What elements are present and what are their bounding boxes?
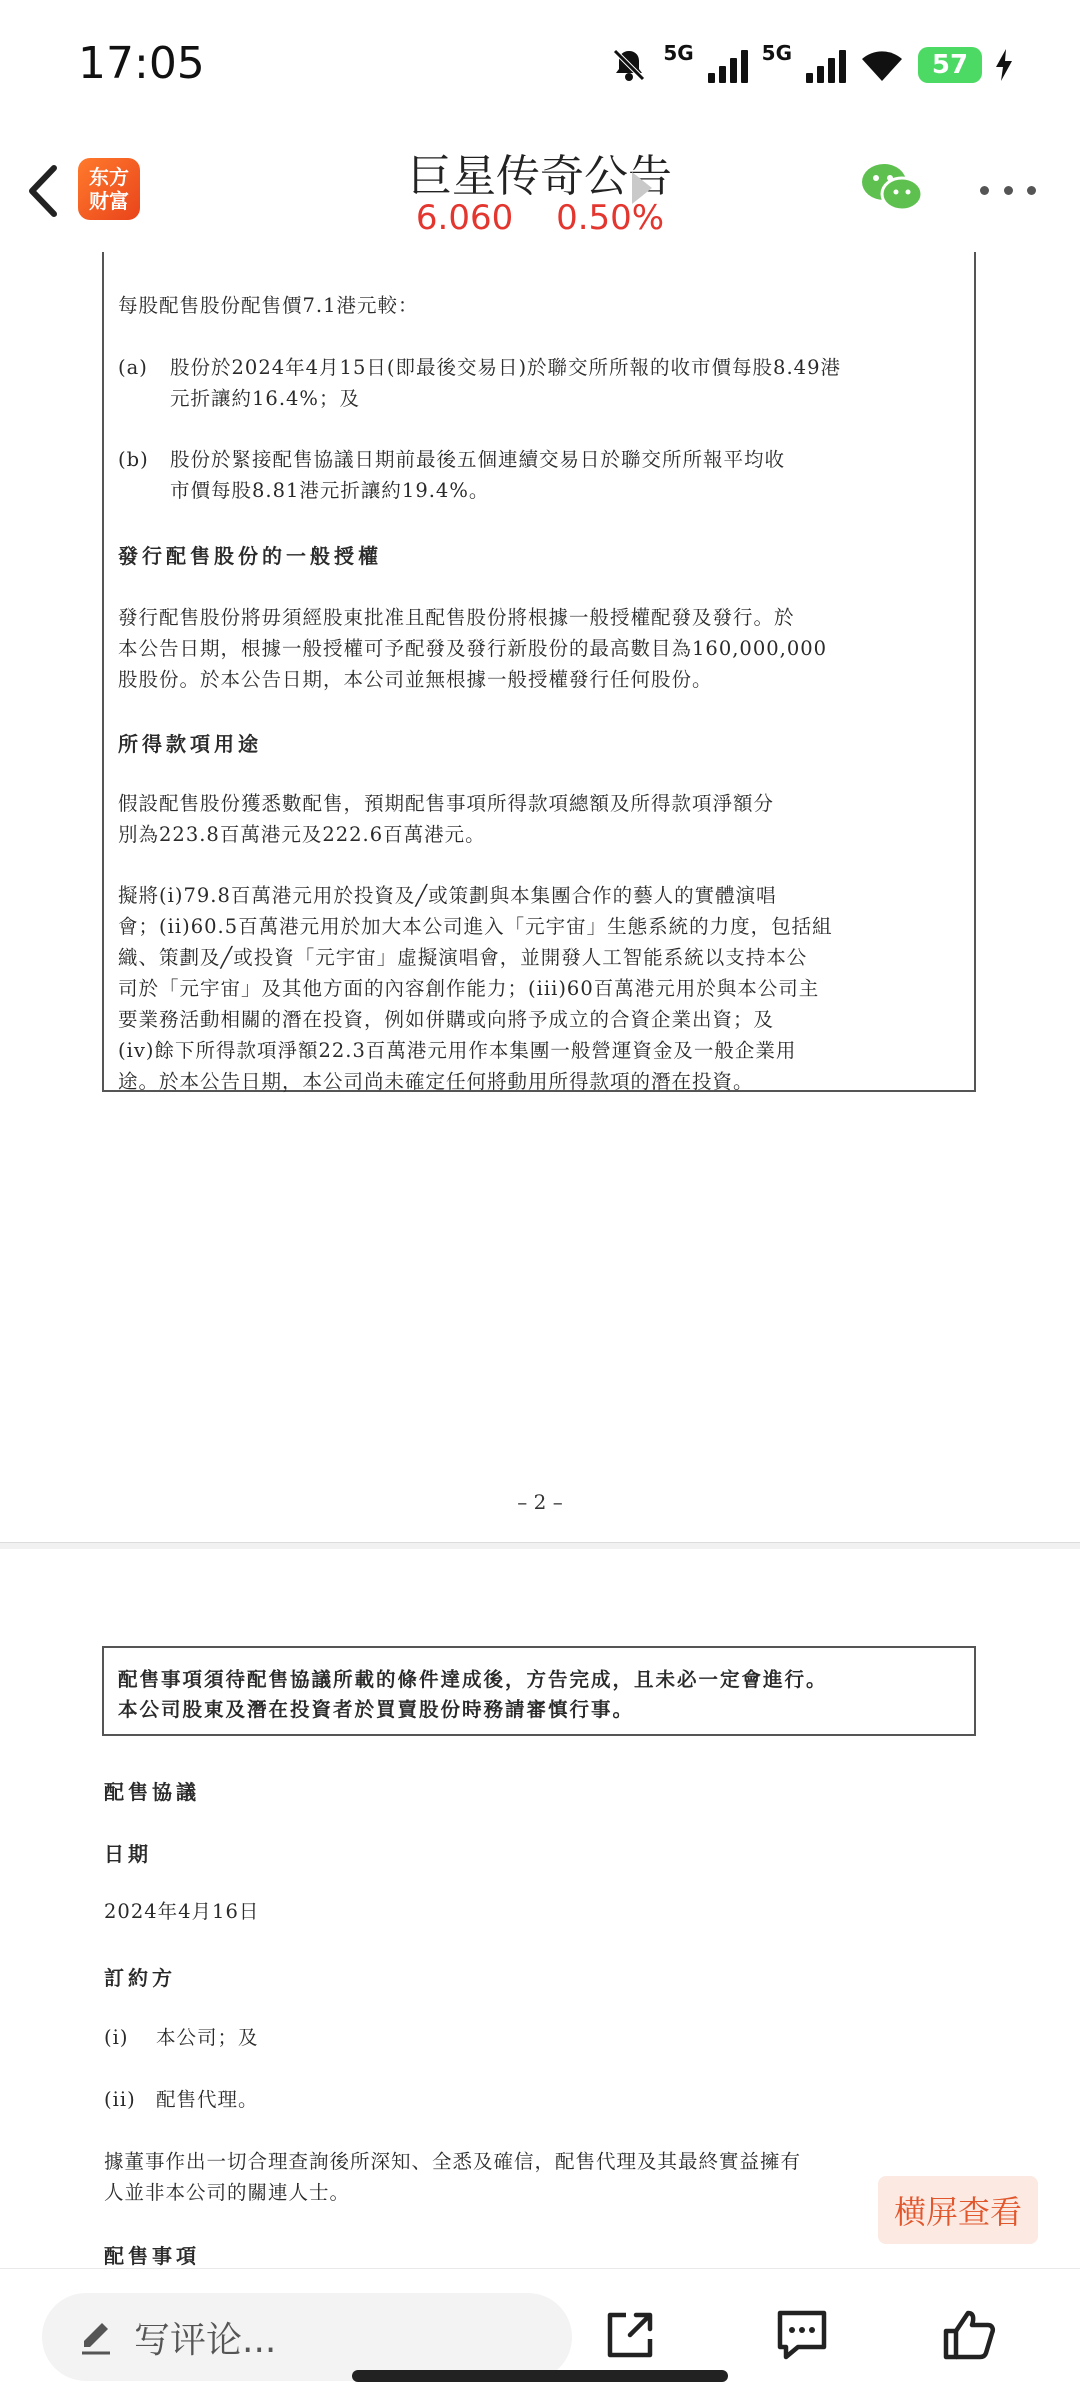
party-ii: 配售代理。 [156, 2088, 259, 2111]
use-line3: 織、策劃及╱或投資「元宇宙」虛擬演唱會，並開發人工智能系統以支持本公 [118, 946, 808, 969]
play-triangle-icon[interactable] [632, 172, 652, 204]
agent-line2: 人並非本公司的關連人士。 [104, 2181, 351, 2204]
party-i-marker: (i) [104, 2026, 129, 2049]
use-line4: 司於「元宇宙」及其他方面的內容創作能力；(iii)60百萬港元用於與本公司主 [118, 977, 820, 1000]
like-thumbs-up-icon[interactable] [940, 2305, 1000, 2365]
wifi-icon [860, 47, 904, 83]
warning-line1: 配售事項須待配售協議所載的條件達成後，方告完成，且未必一定會進行。 [118, 1668, 828, 1691]
comment-input[interactable] [42, 2293, 572, 2381]
use-line5: 要業務活動相關的潛在投資，例如併購或向將予成立的合資企業出資；及 [118, 1008, 775, 1031]
status-icons [609, 40, 1012, 90]
page-title: 巨星传奇公告 [408, 151, 672, 202]
proceeds-line2: 別為223.8百萬港元及222.6百萬港元。 [118, 823, 486, 846]
logo-text-line2: 财富 [89, 189, 129, 213]
logo-text-line1: 东方 [89, 165, 129, 189]
mandate-line3: 股股份。於本公告日期，本公司並無根據一般授權發行任何股份。 [118, 668, 713, 691]
wechat-share-icon[interactable] [860, 160, 924, 216]
proceeds-line1: 假設配售股份獲悉數配售，預期配售事項所得款項總額及所得款項淨額分 [118, 792, 775, 815]
mandate-line2: 本公告日期，根據一般授權可予配發及發行新股份的最高數目為160,000,000 [118, 637, 828, 660]
signal-icon-1 [708, 47, 748, 83]
party-i: 本公司；及 [156, 2026, 259, 2049]
price-intro: 每股配售股份配售價7.1港元較： [118, 294, 419, 317]
battery-indicator: 57 [918, 47, 982, 83]
stock-change: 0.50% [556, 198, 665, 238]
mute-bell-icon [609, 45, 649, 85]
heading-date: 日期 [104, 1842, 152, 1866]
item-a-line1: 股份於2024年4月15日(即最後交易日)於聯交所所報的收市價每股8.49港 [170, 356, 841, 379]
use-line1: 擬將(i)79.8百萬港元用於投資及╱或策劃與本集團合作的藝人的實體演唱 [118, 884, 777, 907]
status-time: 17:05 [78, 38, 205, 89]
heading-parties: 訂約方 [104, 1966, 176, 1990]
stock-price: 6.060 [415, 198, 514, 238]
home-indicator [352, 2370, 728, 2382]
page-number: – 2 – [517, 1490, 563, 1514]
use-line7: 途。於本公告日期，本公司尚未確定任何將動用所得款項的潛在投資。 [118, 1070, 754, 1093]
landscape-view-button[interactable]: 横屏查看 [878, 2176, 1038, 2244]
charging-bolt-icon [996, 49, 1012, 81]
document-viewer[interactable] [0, 252, 1080, 2268]
status-bar [0, 0, 1080, 130]
heading-use-of-proceeds: 所得款項用途 [118, 732, 262, 756]
heading-placing: 配售事項 [104, 2244, 200, 2268]
more-options-icon[interactable] [980, 180, 1036, 200]
heading-general-mandate: 發行配售股份的一般授權 [118, 544, 382, 568]
use-line2: 會；(ii)60.5百萬港元用於加大本公司進入「元宇宙」生態系統的力度，包括組 [118, 915, 833, 938]
comments-icon[interactable] [772, 2305, 832, 2365]
heading-placing-agreement: 配售協議 [104, 1780, 200, 1804]
pen-icon [76, 2317, 116, 2357]
party-ii-marker: (ii) [104, 2088, 136, 2111]
item-b-line1: 股份於緊接配售協議日期前最後五個連續交易日於聯交所所報平均收 [170, 448, 786, 471]
use-line6: (iv)餘下所得款項淨額22.3百萬港元用作本集團一般營運資金及一般企業用 [118, 1039, 797, 1062]
share-icon[interactable] [600, 2305, 660, 2365]
comment-placeholder: 写评论... [134, 2319, 277, 2361]
item-b-line2: 市價每股8.81港元折讓約19.4%。 [170, 479, 490, 502]
page-divider [0, 1542, 1080, 1549]
agreement-date: 2024年4月16日 [104, 1900, 260, 1923]
network-5g-label-2: 5G [761, 41, 792, 65]
top-header [0, 130, 1080, 253]
signal-icon-2 [806, 47, 846, 83]
agent-line1: 據董事作出一切合理查詢後所深知、全悉及確信，配售代理及其最終實益擁有 [104, 2150, 802, 2173]
mandate-line1: 發行配售股份將毋須經股東批准且配售股份將根據一般授權配發及發行。於 [118, 606, 795, 629]
item-a-line2: 元折讓約16.4%；及 [170, 387, 360, 410]
item-b-marker: (b) [118, 448, 149, 471]
network-5g-label-1: 5G [663, 41, 694, 65]
document-page-2 [0, 252, 1080, 1542]
item-a-marker: (a) [118, 356, 148, 379]
warning-line2: 本公司股東及潛在投資者於買賣股份時務請審慎行事。 [118, 1698, 635, 1721]
